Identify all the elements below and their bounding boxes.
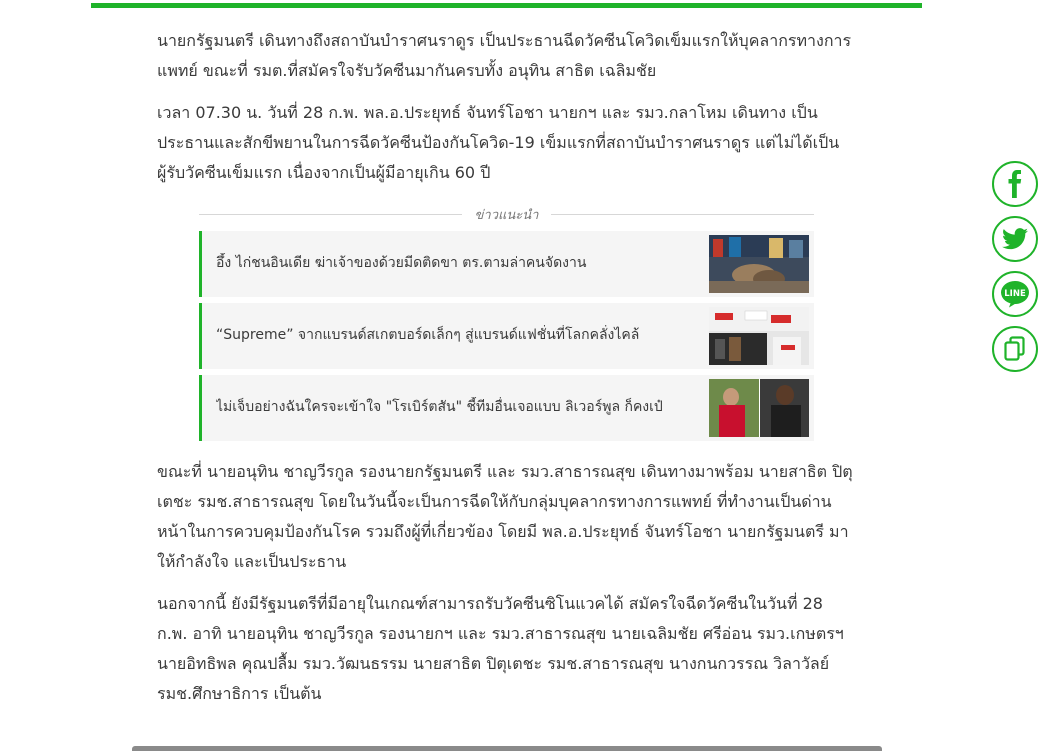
recommended-news — [199, 200, 814, 441]
svg-text:LINE: LINE — [1004, 288, 1026, 299]
top-accent-bar — [91, 3, 922, 8]
recommended-item[interactable] — [199, 231, 814, 297]
recommended-thumbnail[interactable] — [709, 307, 809, 365]
article-paragraph: นอกจากนี้ ยังมีรัฐมนตรีที่มีอายุในเกณฑ์สามารถรับวัคซีนซิโนแวคได้ สมัครใจฉีดวัคซีนในวันที่ 28 ก.พ. อาทิ นายอนุทิน ชาญวีรกูล รองนายกฯ และ รมว.สาธารณสุข นายเฉลิมชัย ศรีอ่อน รมว.เกษตรฯ นายอิทธิพล คุณปลื้ม รมว.วัฒนธรรม นายสาธิต ปิตุเตชะ รมช.สาธารณสุข นางกนกวรรณ วิลาวัลย์ รมช.ศึกษาธิการ เป็นต้น — [157, 594, 844, 703]
article-paragraph: เวลา 07.30 น. วันที่ 28 ก.พ. พล.อ.ประยุทธ์ จันทร์โอชา นายกฯ และ รมว.กลาโหม เดินทาง เป็นประธานและสักขีพยานในการฉีดวัคซีนป้องกันโควิด-19 เข็มแรกที่สถาบันบำราศนราดูร แต่ไม่ได้เป็นผู้รับวัคซีนเข็มแรก เนื่องจากเป็นผู้มีอายุเกิน 60 ปี — [157, 103, 840, 182]
recommended-item-title[interactable]: ไม่เจ็บอย่างฉันใครจะเข้าใจ "โรเบิร์ตสัน" ชี้ทีมอื่นเจอแบบ ลิเวอร์พูล ก็คงเป๋ — [216, 399, 663, 415]
recommended-item-title[interactable]: อึ้ง ไก่ชนอินเดีย ฆ่าเจ้าของด้วยมีดติดขา ตร.ตามล่าคนจัดงาน — [216, 255, 587, 271]
twitter-share-button[interactable] — [992, 216, 1038, 262]
article-paragraph: นายกรัฐมนตรี เดินทางถึงสถาบันบำราศนราดูร เป็นประธานฉีดวัคซีนโควิดเข็มแรกให้บุคลากรทางการแพทย์ ขณะที่ รมต.ที่สมัครใจรับวัคซีนมากันครบทั้ง อนุทิน สาธิต เฉลิมชัย — [157, 31, 852, 80]
recommended-item[interactable] — [199, 303, 814, 369]
recommended-thumbnail[interactable] — [709, 379, 809, 437]
recommended-heading — [199, 200, 814, 228]
copy-link-button[interactable] — [992, 326, 1038, 372]
article-body — [157, 26, 857, 721]
facebook-icon — [1005, 170, 1025, 198]
line-share-button[interactable] — [992, 271, 1038, 317]
copy-icon — [1002, 336, 1028, 362]
bottom-scroll-bar[interactable] — [132, 746, 882, 751]
twitter-icon — [1002, 228, 1028, 250]
recommended-item-title[interactable]: “Supreme” จากแบรนด์สเกตบอร์ดเล็กๆ สู่แบรนด์แฟชั่นที่โลกคลั่งไคล้ — [216, 327, 640, 343]
recommended-thumbnail[interactable] — [709, 235, 809, 293]
article-paragraph: ขณะที่ นายอนุทิน ชาญวีรกูล รองนายกรัฐมนตรี และ รมว.สาธารณสุข เดินทางมาพร้อม นายสาธิต ปิตุเตชะ รมช.สาธารณสุข โดยในวันนี้จะเป็นการฉีดให้กับกลุ่มบุคลากรทางการแพทย์ ที่ทำงานเป็นด่านหน้าในการควบคุมป้องกันโรค รวมถึงผู้ที่เกี่ยวข้อง โดยมี พล.อ.ประยุทธ์ จันทร์โอชา นายกรัฐมนตรี มาให้กำลังใจ และเป็นประธาน — [157, 462, 853, 571]
recommended-label: ข่าวแนะนำ — [474, 208, 539, 223]
facebook-share-button[interactable] — [992, 161, 1038, 207]
divider — [551, 214, 814, 215]
recommended-item[interactable] — [199, 375, 814, 441]
line-icon — [1000, 280, 1030, 308]
share-bar — [992, 161, 1038, 381]
